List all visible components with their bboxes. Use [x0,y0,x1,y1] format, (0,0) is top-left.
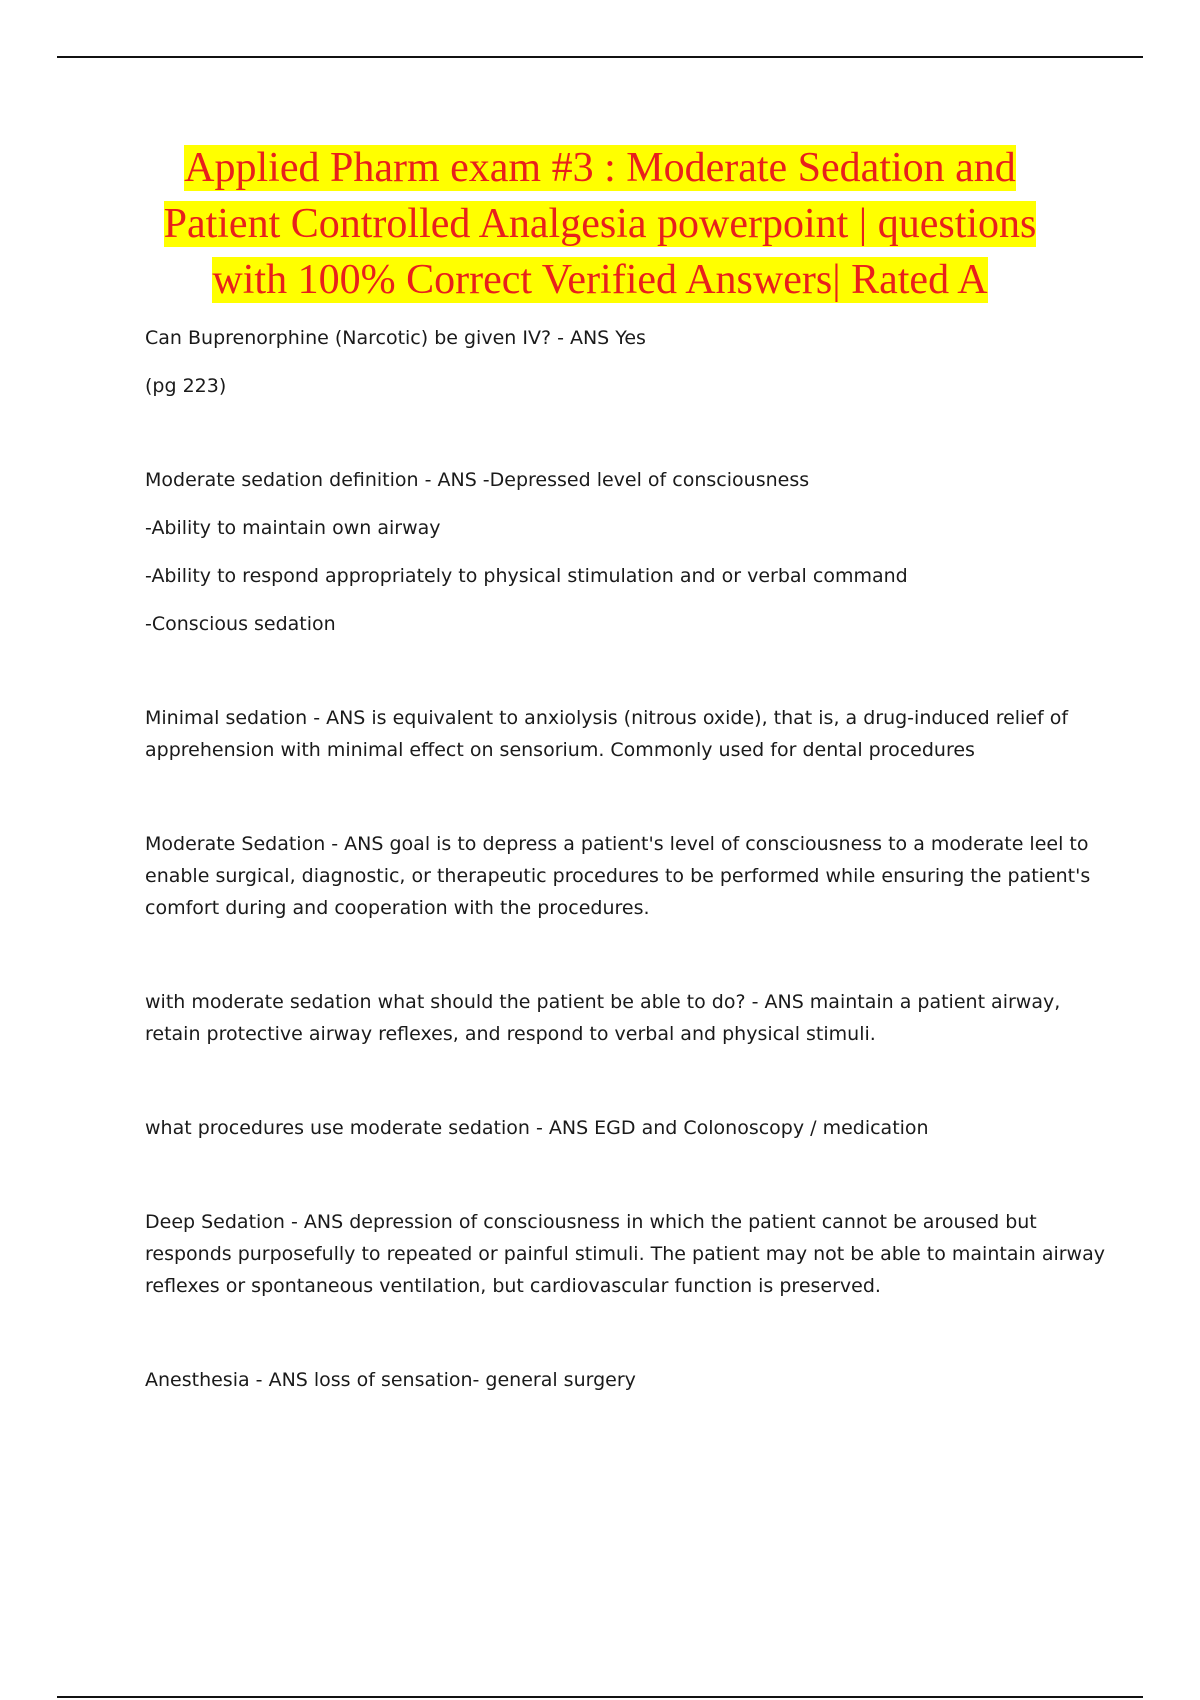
bottom-divider [57,1696,1143,1698]
qa-entry: Minimal sedation - ANS is equivalent to anxiolysis (nitrous oxide), that is, a drug-induced relief of apprehension with minimal effect on sensorium. Commonly used for dental procedures [145,707,1069,761]
title-line: Applied Pharm exam #3 : Moderate Sedation and [184,145,1016,191]
qa-entry: what procedures use moderate sedation - ANS EGD and Colonoscopy / medication [145,1117,929,1139]
qa-entry: Moderate Sedation - ANS goal is to depress a patient's level of consciousness to a moderate leel to enable surgical, diagnostic, or therapeutic procedures to be performed while ensuring the patient's comfort during and cooperation with the procedures. [145,833,1091,919]
qa-entry: -Conscious sedation [145,613,336,635]
qa-entry: with moderate sedation what should the patient be able to do? - ANS maintain a patient airway, retain protective airway reflexes, and respond to verbal and physical stimuli. [145,991,1061,1045]
qa-entry: Moderate sedation definition - ANS -Depressed level of consciousness [145,469,810,491]
qa-entry: (pg 223) [145,375,227,397]
qa-entry: Deep Sedation - ANS depression of consciousness in which the patient cannot be aroused but responds purposefully to repeated or painful stimuli. The patient may not be able to maintain airway reflexes or spontaneous ventilation, but cardiovascular function is preserved. [145,1211,1105,1297]
title-line: Patient Controlled Analgesia powerpoint | questions [163,201,1037,247]
title-line: with 100% Correct Verified Answers| Rated A [212,257,988,303]
document-body [145,322,1105,1412]
document-title [100,140,1100,308]
qa-entry: -Ability to maintain own airway [145,517,441,539]
top-divider [57,56,1143,58]
qa-entry: Anesthesia - ANS loss of sensation- general surgery [145,1369,636,1391]
qa-entry: -Ability to respond appropriately to physical stimulation and or verbal command [145,565,908,587]
qa-entry: Can Buprenorphine (Narcotic) be given IV? - ANS Yes [145,327,646,349]
